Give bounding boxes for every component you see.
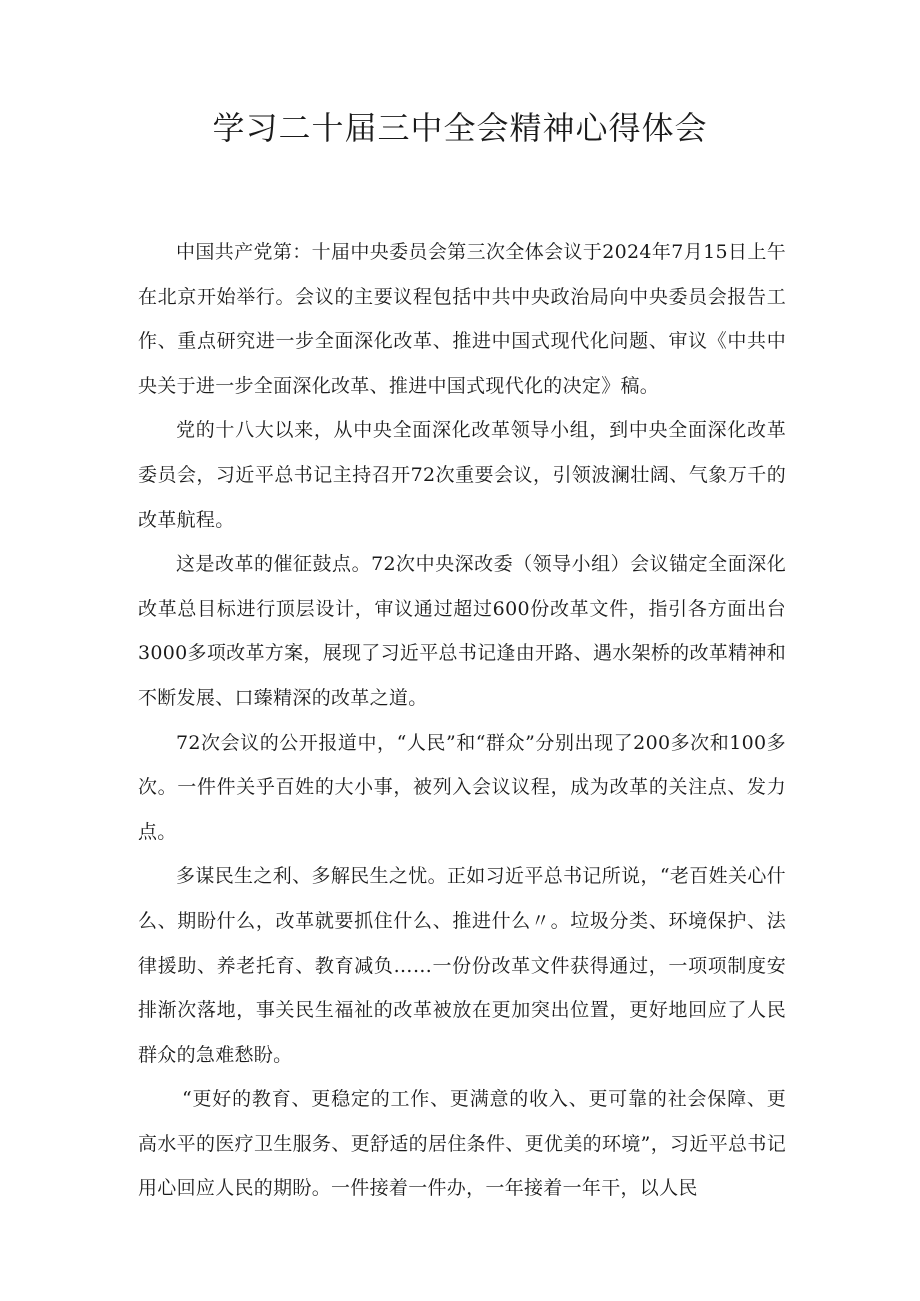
paragraph-1: 中国共产党第：十届中央委员会第三次全体会议于2024年7月15日上午在北京开始举行。会议的主要议程包括中共中央政治局向中央委员会报告工作、重点研究进一步全面深化改革、推进中国式现代化问题、审议《中共中央关于进一步全面深化改革、推进中国式现代化的决定》稿。 <box>138 241 786 397</box>
paragraph-4: 72次会议的公开报道中，“人民”和“群众”分别出现了200多次和100多次。一件件关乎百姓的大小事，被列入会议议程，成为改革的关注点、发力点。 <box>138 731 786 843</box>
document-body <box>138 230 786 1211</box>
document-title: 学习二十届三中全会精神心得体会 <box>212 109 708 147</box>
paragraph-5: 多谋民生之利、多解民生之忧。正如习近平总书记所说，“老百姓关心什么、期盼什么，改革就要抓住什么、推进什么〃。垃圾分类、环境保护、法律援助、养老托育、教育减负……一份份改革文件获得通过，一项项制度安排渐次落地，事关民生福祉的改革被放在更加突出位置，更好地回应了人民群众的急难愁盼。 <box>138 865 786 1066</box>
paragraph-2: 党的十八大以来，从中央全面深化改革领导小组，到中央全面深化改革委员会，习近平总书记主持召开72次重要会议，引领波澜壮阔、气象万千的改革航程。 <box>138 419 786 531</box>
paragraph-3: 这是改革的催征鼓点。72次中央深改委（领导小组）会议锚定全面深化改革总目标进行顶层设计，审议通过超过600份改革文件，指引各方面出台3000多项改革方案，展现了习近平总书记逢由开路、遇水架桥的改革精神和不断发展、口臻精深的改革之道。 <box>138 553 786 709</box>
paragraph-6: “更好的教育、更稳定的工作、更满意的收入、更可靠的社会保障、更高水平的医疗卫生服务、更舒适的居住条件、更优美的环境”，习近平总书记用心回应人民的期盼。一件接着一件办，一年接着一年干，以人民 <box>138 1088 786 1200</box>
